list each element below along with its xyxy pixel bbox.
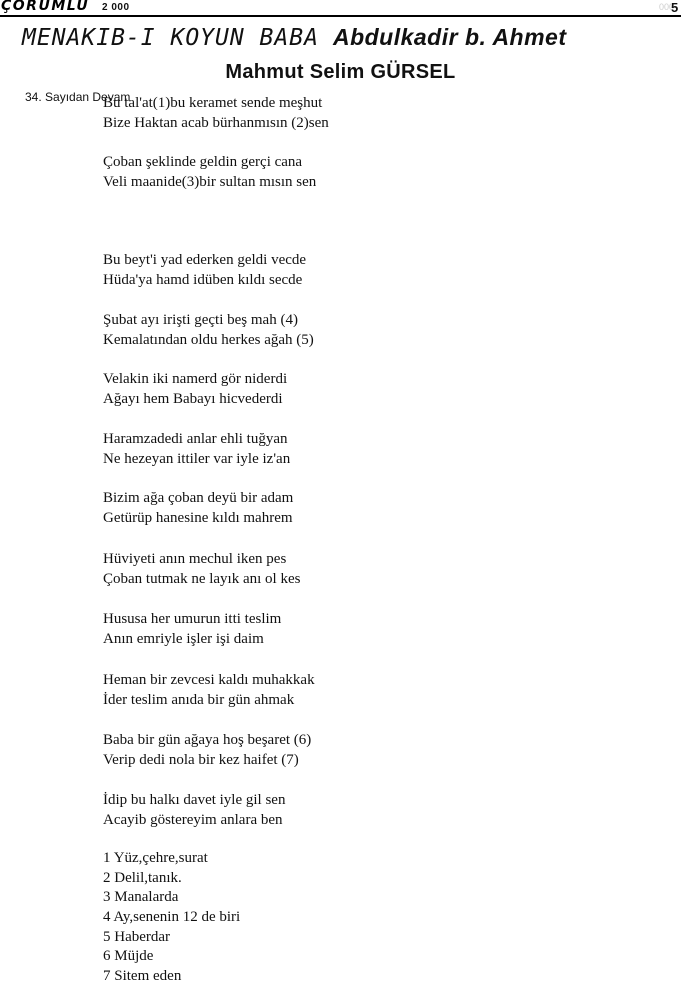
stanza (103, 549, 300, 589)
verse-line: Heman bir zevcesi kaldı muhakkak (103, 672, 315, 688)
verse-line: Haramzadedi anlar ehli tuğyan (103, 431, 288, 447)
article-title-main: MENAKIB-I KOYUN BABA (22, 25, 319, 51)
verse-line: Çoban şeklinde geldin gerçi cana (103, 154, 303, 170)
verse-line: Ne hezeyan ittiler var iyle iz'an (103, 451, 291, 467)
stanza (103, 429, 290, 469)
footnote: 6 Müjde (103, 948, 154, 965)
article-author: Mahmut Selim GÜRSEL (225, 61, 456, 83)
stanza (103, 730, 311, 770)
footnotes (103, 849, 240, 987)
verse-line: Acayib göstereyim anlara ben (103, 812, 283, 828)
stanza (103, 310, 314, 350)
verse-line: Hüda'ya hamd idüben kıldı secde (103, 272, 303, 288)
footnote: 3 Manalarda (103, 889, 179, 906)
verse-line: Bu tal'at(1)bu keramet sende meşhut (103, 95, 323, 111)
verse-line: Bizim ağa çoban deyü bir adam (103, 490, 294, 506)
stanza (103, 609, 281, 649)
issue-year: 2 000 (102, 2, 130, 13)
stanza (103, 250, 306, 290)
verse-line: Baba bir gün ağaya hoş beşaret (6) (103, 732, 312, 748)
verse-line: İdip bu halkı davet iyle gil sen (103, 792, 286, 808)
footnote: 2 Delil,tanık. (103, 869, 182, 886)
verse-line: Getürüp hanesine kıldı mahrem (103, 510, 293, 526)
article-title-source: Abdulkadir b. Ahmet (332, 24, 567, 50)
verse-line: Velakin iki namerd gör niderdi (103, 371, 288, 387)
article-title (22, 24, 567, 51)
stanza (103, 152, 316, 192)
stanza (103, 790, 285, 830)
verse-line: Verip dedi nola bir kez haifet (7) (103, 752, 299, 768)
verse-line: Kemalatından oldu herkes ağah (5) (103, 332, 314, 348)
footnote: 4 Ay,senenin 12 de biri (103, 909, 241, 926)
stanza (103, 93, 329, 133)
masthead-logo: ÇORUMLU (1, 0, 90, 14)
stanza (103, 670, 315, 710)
continued-note: 34. Sayıdan Devam (25, 90, 131, 104)
stanza (103, 369, 287, 409)
page-number-ghost: 000 (659, 2, 675, 12)
verse-line: Bu beyt'i yad ederken geldi vecde (103, 252, 307, 268)
verse-line: Çoban tutmak ne layık anı ol kes (103, 571, 301, 587)
verse-line: İder teslim anıda bir gün ahmak (103, 692, 295, 708)
stanza (103, 488, 293, 528)
footnote: 5 Haberdar (103, 928, 171, 945)
verse-line: Bize Haktan acab bürhanmısın (2)sen (103, 115, 329, 131)
verse-line: Anın emriyle işler işi daim (103, 631, 264, 647)
footnote: 7 Sitem eden (103, 968, 182, 985)
verse-line: Hüviyeti anın mechul iken pes (103, 551, 287, 567)
page-number: 5 (671, 0, 679, 15)
header-rule (0, 15, 681, 17)
verse-line: Veli maanide(3)bir sultan mısın sen (103, 174, 317, 190)
footnote: 1 Yüz,çehre,surat (103, 850, 208, 866)
verse-line: Ağayı hem Babayı hicvederdi (103, 391, 283, 407)
verse-line: Hususa her umurun itti teslim (103, 611, 282, 627)
verse-line: Şubat ayı irişti geçti beş mah (4) (103, 312, 298, 328)
